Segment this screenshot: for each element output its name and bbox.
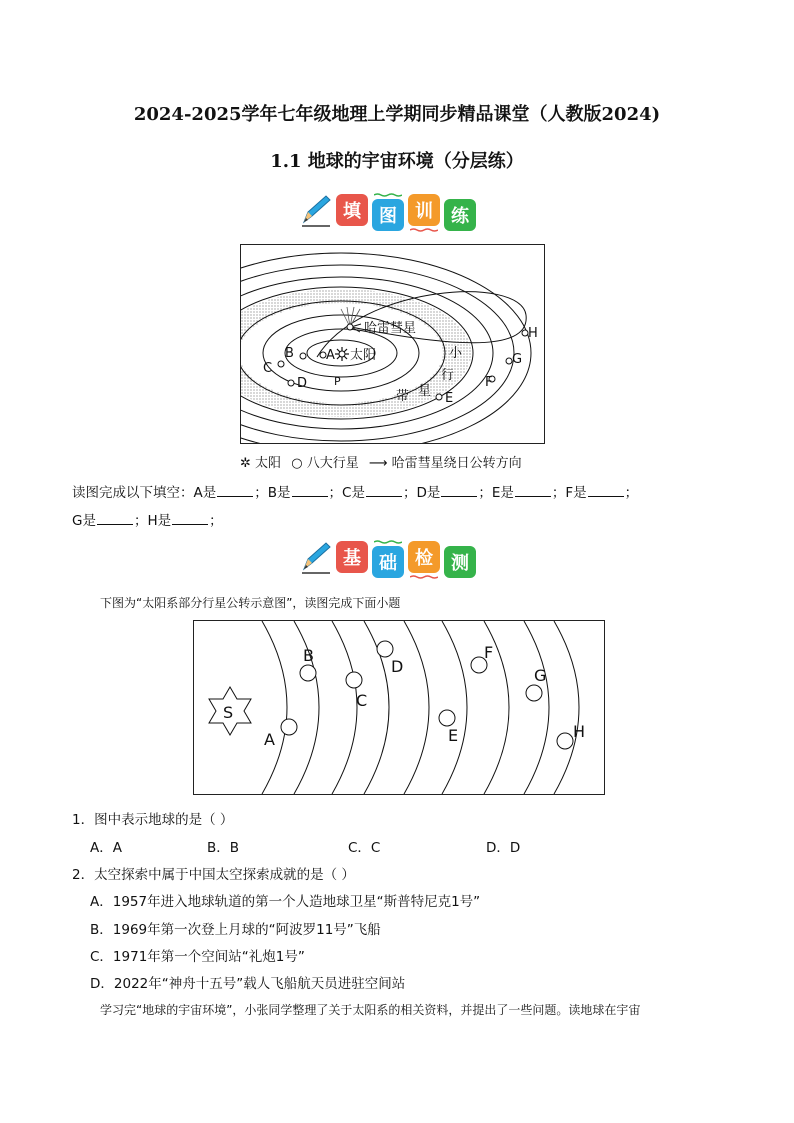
label-g: G [512,352,523,367]
orbit-label-e: E [448,726,459,745]
label-c: C [263,361,273,376]
label-belt-3: 带 [396,389,410,404]
arrow-legend-icon: ⟶ [368,456,388,471]
fill-text: G是 [72,513,96,529]
solar-system-diagram [240,244,545,444]
document-title: 2024-2025学年七年级地理上学期同步精品课堂（人教版2024) [133,104,661,125]
blank-c[interactable] [366,496,402,497]
blank-f[interactable] [588,496,624,497]
planet-legend-icon: ○ [291,456,303,471]
blank-e[interactable] [515,496,551,497]
fill-text: 读图完成以下填空：A是 [72,485,217,501]
next-question-intro: 学习完“地球的宇宙环境”，小张同学整理了关于太阳系的相关资料，并提出了一些问题。读地球在宇宙 [100,1003,641,1017]
section-banner-basic-test [298,537,476,577]
q2-option-a[interactable]: A．1957年进入地球轨道的第一个人造地球卫星“斯普特尼克1号” [90,894,481,910]
legend-planet-label: 八大行星 [306,456,359,471]
fill-text: ； [209,513,223,529]
label-belt-2: 行 [441,368,455,383]
blank-g[interactable] [97,524,133,525]
banner-tile: 基 [336,541,368,573]
blank-d[interactable] [441,496,477,497]
q2-option-b[interactable]: B．1969年第一次登上月球的“阿波罗11号”飞船 [90,922,381,938]
label-b: B [285,346,294,361]
section-banner-fill-map [298,190,476,230]
orbit-label-c: C [356,691,368,710]
orbit-label-b: B [303,646,314,665]
fill-text: ；D是 [402,485,441,501]
figure1-legend [240,452,522,471]
sun-legend-icon: ✲ [240,456,251,471]
fill-text: ； [624,485,639,501]
banner-tile: 础 [372,546,404,578]
orbit-label-h: H [573,722,586,741]
wave-decoration [410,228,438,232]
label-a: A [326,348,335,363]
fill-text: ；B是 [254,485,291,501]
section2-intro: 下图为“太阳系部分行星公转示意图”，读图完成下面小题 [100,596,401,610]
banner-tile: 训 [408,194,440,226]
pencil-icon [298,192,332,228]
pencil-icon [298,539,332,575]
q1-option-b[interactable]: B．B [207,840,240,856]
wave-decoration [374,193,402,197]
q2-option-c[interactable]: C．1971年第一个空间站“礼炮1号” [90,949,305,965]
banner-tile: 测 [444,546,476,578]
question-2-stem: 2．太空探索中属于中国太空探索成就的是（ ） [72,867,355,883]
blank-b[interactable] [292,496,328,497]
label-h: H [528,326,538,341]
document-subtitle: 1.1 地球的宇宙环境（分层练） [270,151,524,172]
question-1-stem: 1．图中表示地球的是（ ） [72,812,234,828]
label-belt-4: 星 [418,384,432,399]
label-sun: 太阳 [350,348,377,363]
fill-text: ；E是 [478,485,514,501]
fill-text: ；F是 [551,485,587,501]
fill-text: ；H是 [133,513,172,529]
legend-arrow-label: 哈雷彗星绕日公转方向 [391,456,522,471]
sun-label-s: S [223,703,234,722]
banner-tile: 填 [336,194,368,226]
legend-sun-label: 太阳 [255,456,282,471]
blank-a[interactable] [217,496,253,497]
label-belt-1: 小 [449,346,463,361]
label-halley: 哈雷彗星 [364,321,417,336]
label-e: E [445,391,454,406]
q1-option-c[interactable]: C．C [348,840,381,856]
q2-option-d[interactable]: D．2022年“神舟十五号”载人飞船航天员进驻空间站 [90,976,406,992]
fill-in-line-1 [72,481,638,501]
q1-option-a[interactable]: A．A [90,840,122,856]
fill-text: ；C是 [328,485,365,501]
planet-orbit-diagram [193,620,605,795]
fill-in-line-2 [72,509,223,529]
banner-tile: 练 [444,199,476,231]
label-d: D [297,376,308,391]
blank-h[interactable] [172,524,208,525]
label-p: P [334,375,341,388]
orbit-label-f: F [484,643,494,662]
label-f: F [485,375,493,390]
orbit-label-g: G [534,666,547,685]
wave-decoration [374,540,402,544]
orbit-label-d: D [391,657,404,676]
orbit-label-a: A [264,730,275,749]
banner-tile: 检 [408,541,440,573]
wave-decoration [410,575,438,579]
banner-tile: 图 [372,199,404,231]
q1-option-d[interactable]: D．D [486,840,521,856]
